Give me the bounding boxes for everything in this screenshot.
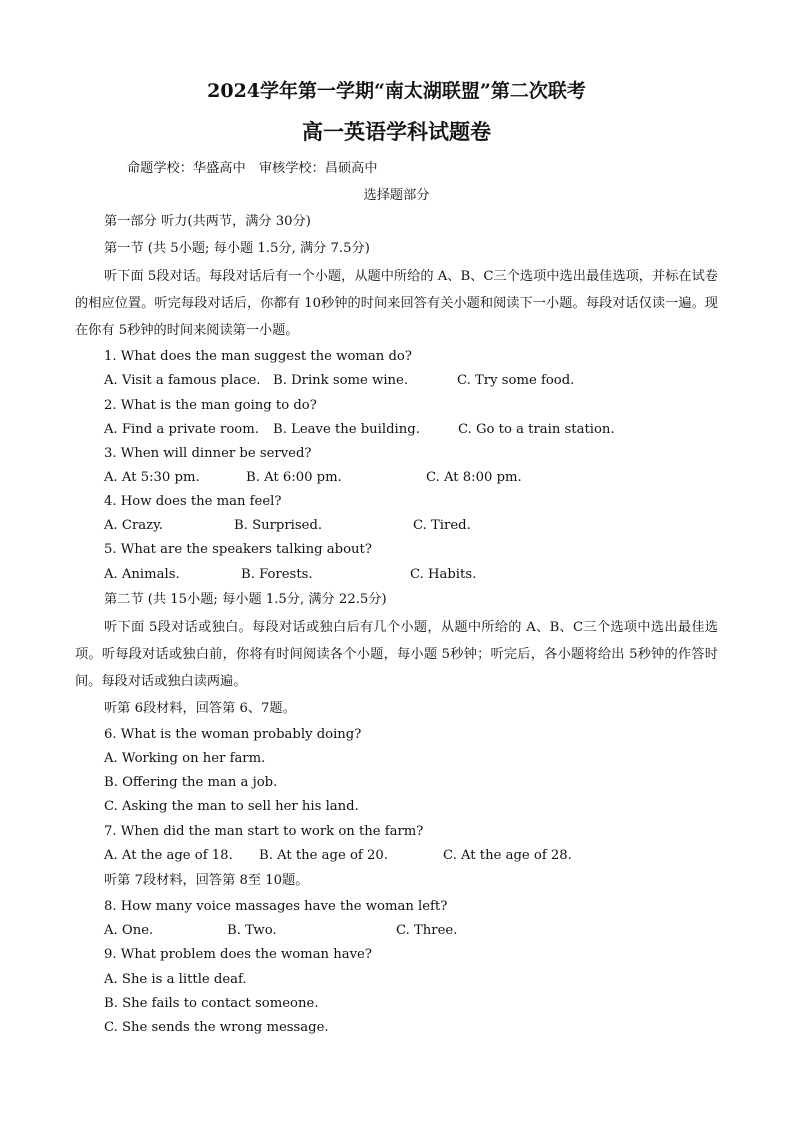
exam-subtitle: 高一英语学科试题卷	[302, 119, 491, 144]
q7-option-c: C. At the age of 28.	[443, 848, 572, 863]
q1-option-a: A. Visit a famous place.	[104, 373, 261, 388]
question-5: 5. What are the speakers talking about?	[104, 542, 372, 557]
q8-option-b: B. Two.	[227, 923, 277, 938]
material-6-note: 听第 6段材料，回答第 6、7题。	[104, 701, 296, 716]
q4-option-b: B. Surprised.	[234, 518, 323, 533]
q4-option-c: C. Tired.	[413, 518, 471, 533]
section1-instructions: 听下面 5段对话。每段对话后有一个小题，从题中所给的 A、B、C三个选项中选出最佳选项，并标在试卷的相应位置。听完每段对话后，你都有 10秒钟的时间来回答有关小题和阅读下一小题。每段对话仅读一遍。现在你有 5秒钟的时间来阅读第一小题。	[75, 269, 718, 338]
q9-option-c: C. She sends the wrong message.	[104, 1020, 329, 1035]
q6-option-c: C. Asking the man to sell her his land.	[104, 799, 359, 814]
q2-option-a: A. Find a private room.	[104, 422, 259, 437]
q5-option-b: B. Forests.	[241, 567, 313, 582]
material-7-note: 听第 7段材料，回答第 8至 10题。	[104, 873, 309, 888]
q7-option-b: B. At the age of 20.	[259, 848, 388, 863]
school-info: 命题学校：华盛高中 审核学校：昌硕高中	[127, 161, 378, 176]
q9-option-a: A. She is a little deaf.	[104, 972, 247, 987]
question-3: 3. When will dinner be served?	[104, 446, 312, 461]
q2-option-c: C. Go to a train station.	[458, 422, 615, 437]
question-1: 1. What does the man suggest the woman do?	[104, 349, 412, 364]
q6-option-a: A. Working on her farm.	[104, 751, 266, 766]
question-6: 6. What is the woman probably doing?	[104, 727, 362, 742]
q7-option-a: A. At the age of 18.	[104, 848, 233, 863]
question-8: 8. How many voice massages have the woman left?	[104, 899, 448, 914]
q5-option-c: C. Habits.	[410, 567, 477, 582]
q3-option-c: C. At 8:00 pm.	[426, 470, 522, 485]
q6-option-b: B. Offering the man a job.	[104, 775, 278, 790]
part1-heading: 第一部分 听力(共两节，满分 30分)	[104, 214, 311, 229]
section2-heading: 第二节 (共 15小题; 每小题 1.5分, 满分 22.5分)	[104, 592, 387, 607]
q3-option-b: B. At 6:00 pm.	[246, 470, 342, 485]
q4-option-a: A. Crazy.	[104, 518, 164, 533]
question-2: 2. What is the man going to do?	[104, 398, 317, 413]
question-7: 7. When did the man start to work on the farm?	[104, 824, 424, 839]
q1-option-b: B. Drink some wine.	[273, 373, 409, 388]
q9-option-b: B. She fails to contact someone.	[104, 996, 319, 1011]
q8-option-c: C. Three.	[396, 923, 458, 938]
q1-option-c: C. Try some food.	[457, 373, 575, 388]
exam-title: 2024学年第一学期“南太湖联盟”第二次联考	[207, 80, 586, 102]
q3-option-a: A. At 5:30 pm.	[104, 470, 200, 485]
section2-instructions: 听下面 5段对话或独白。每段对话或独白后有几个小题，从题中所给的 A、B、C三个选项中选出最佳选项。听每段对话或独白前，你将有时间阅读各个小题，每小题 5秒钟；听完后，各小题将给出 5秒钟的作答时间。每段对话或独白读两遍。	[75, 620, 718, 689]
question-4: 4. How does the man feel?	[104, 494, 282, 509]
q5-option-a: A. Animals.	[104, 567, 180, 582]
q2-option-b: B. Leave the building.	[273, 422, 420, 437]
q8-option-a: A. One.	[104, 923, 154, 938]
section1-heading: 第一节 (共 5小题; 每小题 1.5分, 满分 7.5分)	[104, 241, 370, 256]
section-label: 选择题部分	[363, 188, 430, 203]
question-9: 9. What problem does the woman have?	[104, 947, 372, 962]
